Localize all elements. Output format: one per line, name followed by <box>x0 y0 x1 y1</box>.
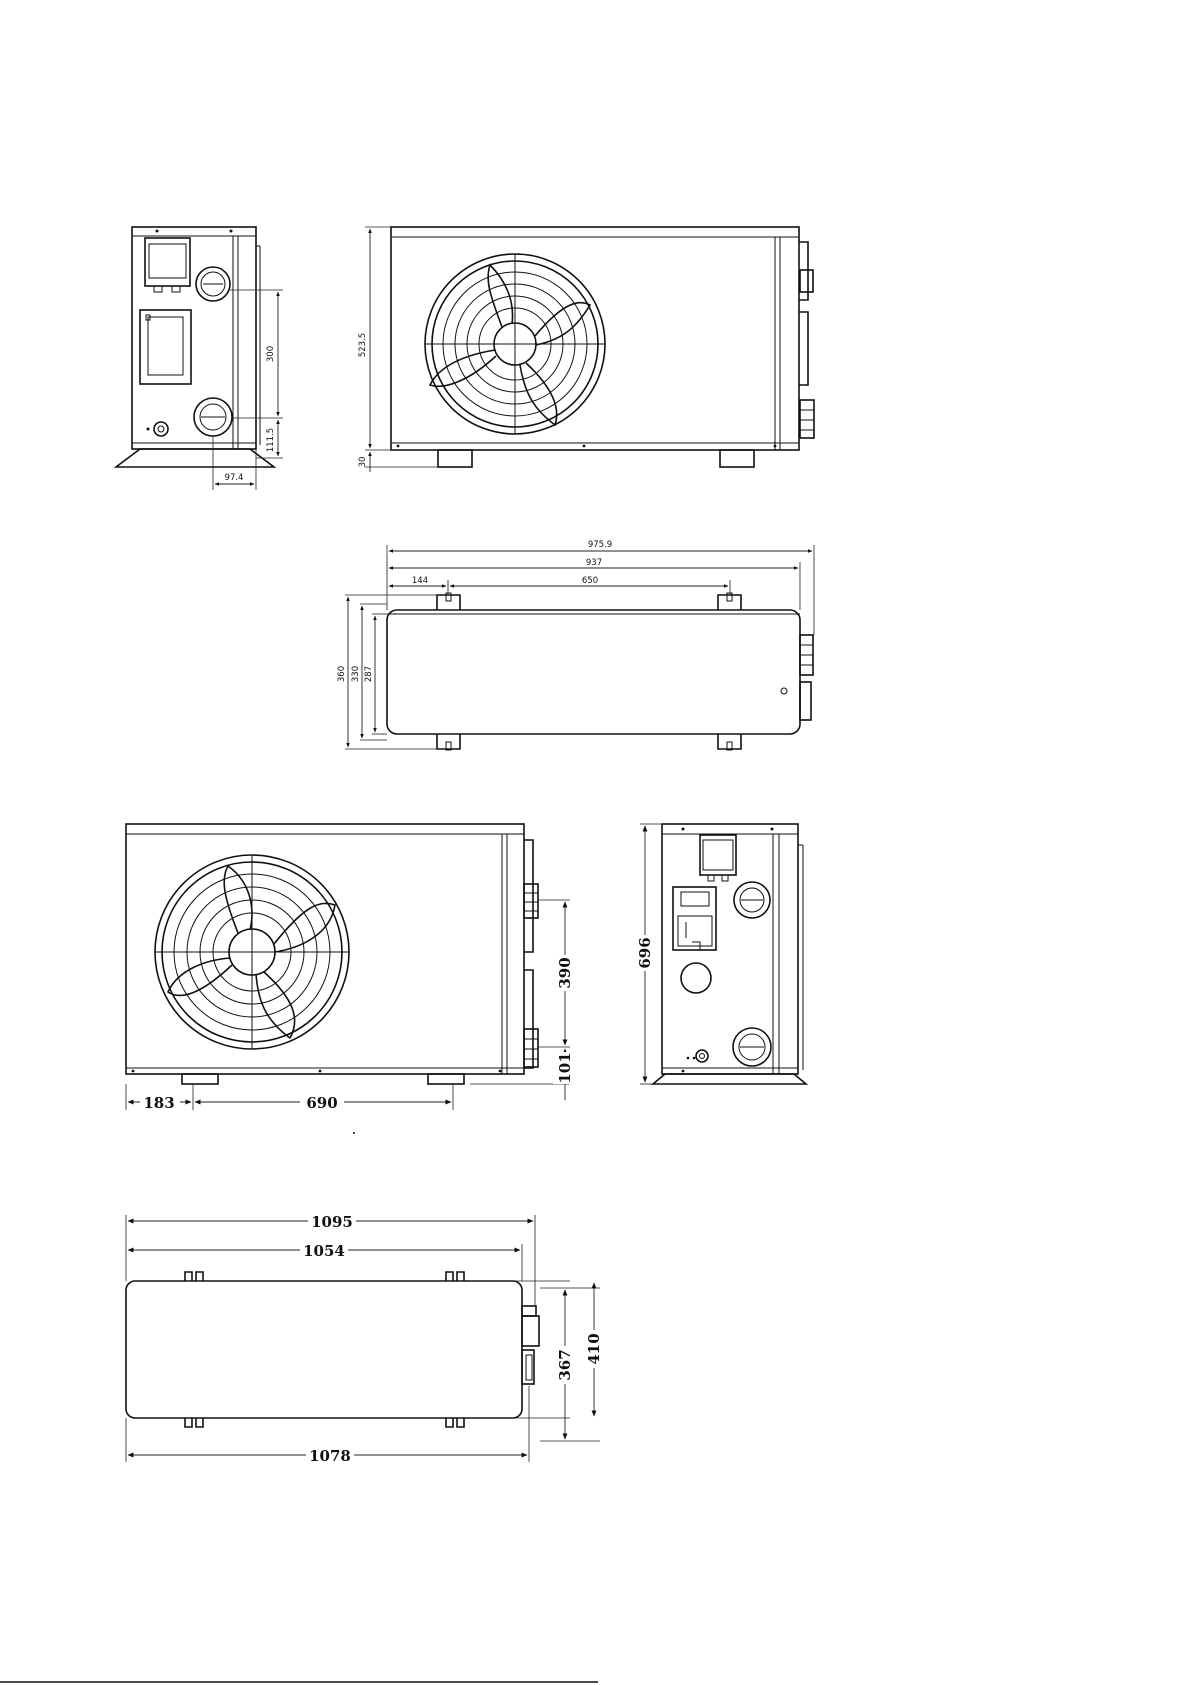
dim-696: 696 <box>636 937 654 969</box>
dim-300: 300 <box>266 345 276 363</box>
dim-650: 650 <box>581 576 599 586</box>
dim-330: 330 <box>351 665 361 683</box>
dim-30: 30 <box>358 456 368 468</box>
dim-97-4: 97.4 <box>224 473 244 483</box>
dim-1095: 1095 <box>311 1213 353 1231</box>
dim-360: 360 <box>337 665 347 683</box>
dim-523-5: 523.5 <box>358 332 368 358</box>
dim-111-5: 111.5 <box>266 427 276 453</box>
dim-937: 937 <box>585 558 603 568</box>
dim-390: 390 <box>556 957 574 989</box>
fan-grille-large <box>155 855 349 1049</box>
dim-1054: 1054 <box>303 1242 345 1260</box>
dim-183: 183 <box>143 1094 175 1112</box>
dim-367: 367 <box>556 1349 574 1381</box>
dim-287: 287 <box>364 665 374 683</box>
dim-410: 410 <box>585 1333 603 1365</box>
side-view-large <box>633 824 806 1084</box>
dim-1078: 1078 <box>309 1447 351 1465</box>
side-view-small <box>116 227 283 490</box>
front-view-large <box>126 824 577 1134</box>
top-view-small <box>337 540 814 750</box>
front-view-small <box>358 227 814 472</box>
fan-grille-small <box>425 254 605 434</box>
top-view-large <box>126 1212 606 1465</box>
dim-975-9: 975.9 <box>587 540 613 550</box>
dim-144: 144 <box>411 576 429 586</box>
dim-690: 690 <box>306 1094 338 1112</box>
dim-101: 101 <box>556 1052 574 1084</box>
